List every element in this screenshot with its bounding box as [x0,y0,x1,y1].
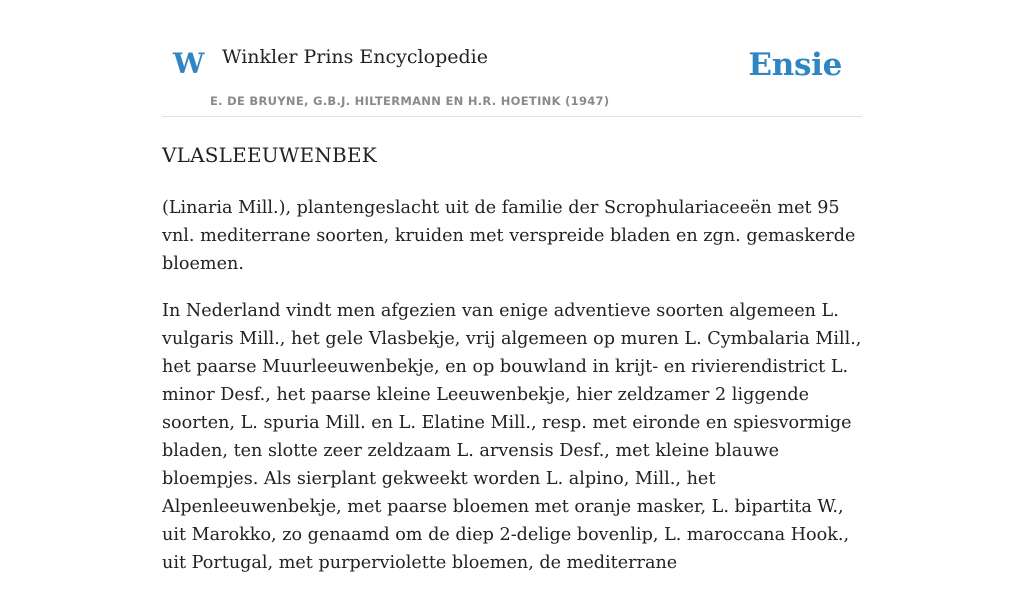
article-paragraph: (Linaria Mill.), plantengeslacht uit de familie der Scrophulariaceeën met 95 vnl. mediterrane soorten, kruiden met verspreide bladen en zgn. gemaskerde bloemen. [162,198,856,274]
source-authors: E. DE BRUYNE, G.B.J. HILTERMANN EN H.R. HOETINK (1947) [210,94,610,108]
winkler-prins-logo[interactable]: W [173,47,205,80]
article [162,140,864,596]
article-paragraph: In Nederland vindt men afgezien van enige adventieve soorten algemeen L. vulgaris Mill., het gele Vlasbekje, vrij algemeen op muren L. Cymbalaria Mill., het paarse Muurleeuwenbekje, en op bouwland in krijt- en rivierendistrict L. minor Desf., het paarse kleine Leeuwenbekje, hier zeldzamer 2 liggende soorten, L. spuria Mill. en L. Elatine Mill., resp. met eironde en spiesvormige bladen, ten slotte zeer zeldzaam L. arvensis Desf., met kleine blauwe bloempjes. Als sierplant gekweekt worden L. alpino, Mill., het Alpenleeuwenbekje, met paarse bloemen met oranje masker, L. bipartita W., uit Marokko, zo genaamd om de diep 2-delige bovenlip, L. maroccana Hook., uit Portugal, met purperviolette bloemen, de mediterrane [162,301,862,573]
article-headword: VLASLEEUWENBEK [162,143,377,167]
ensie-logo-link[interactable]: Ensie [748,47,842,83]
site-header [162,0,862,117]
source-title: Winkler Prins Encyclopedie [222,46,488,68]
